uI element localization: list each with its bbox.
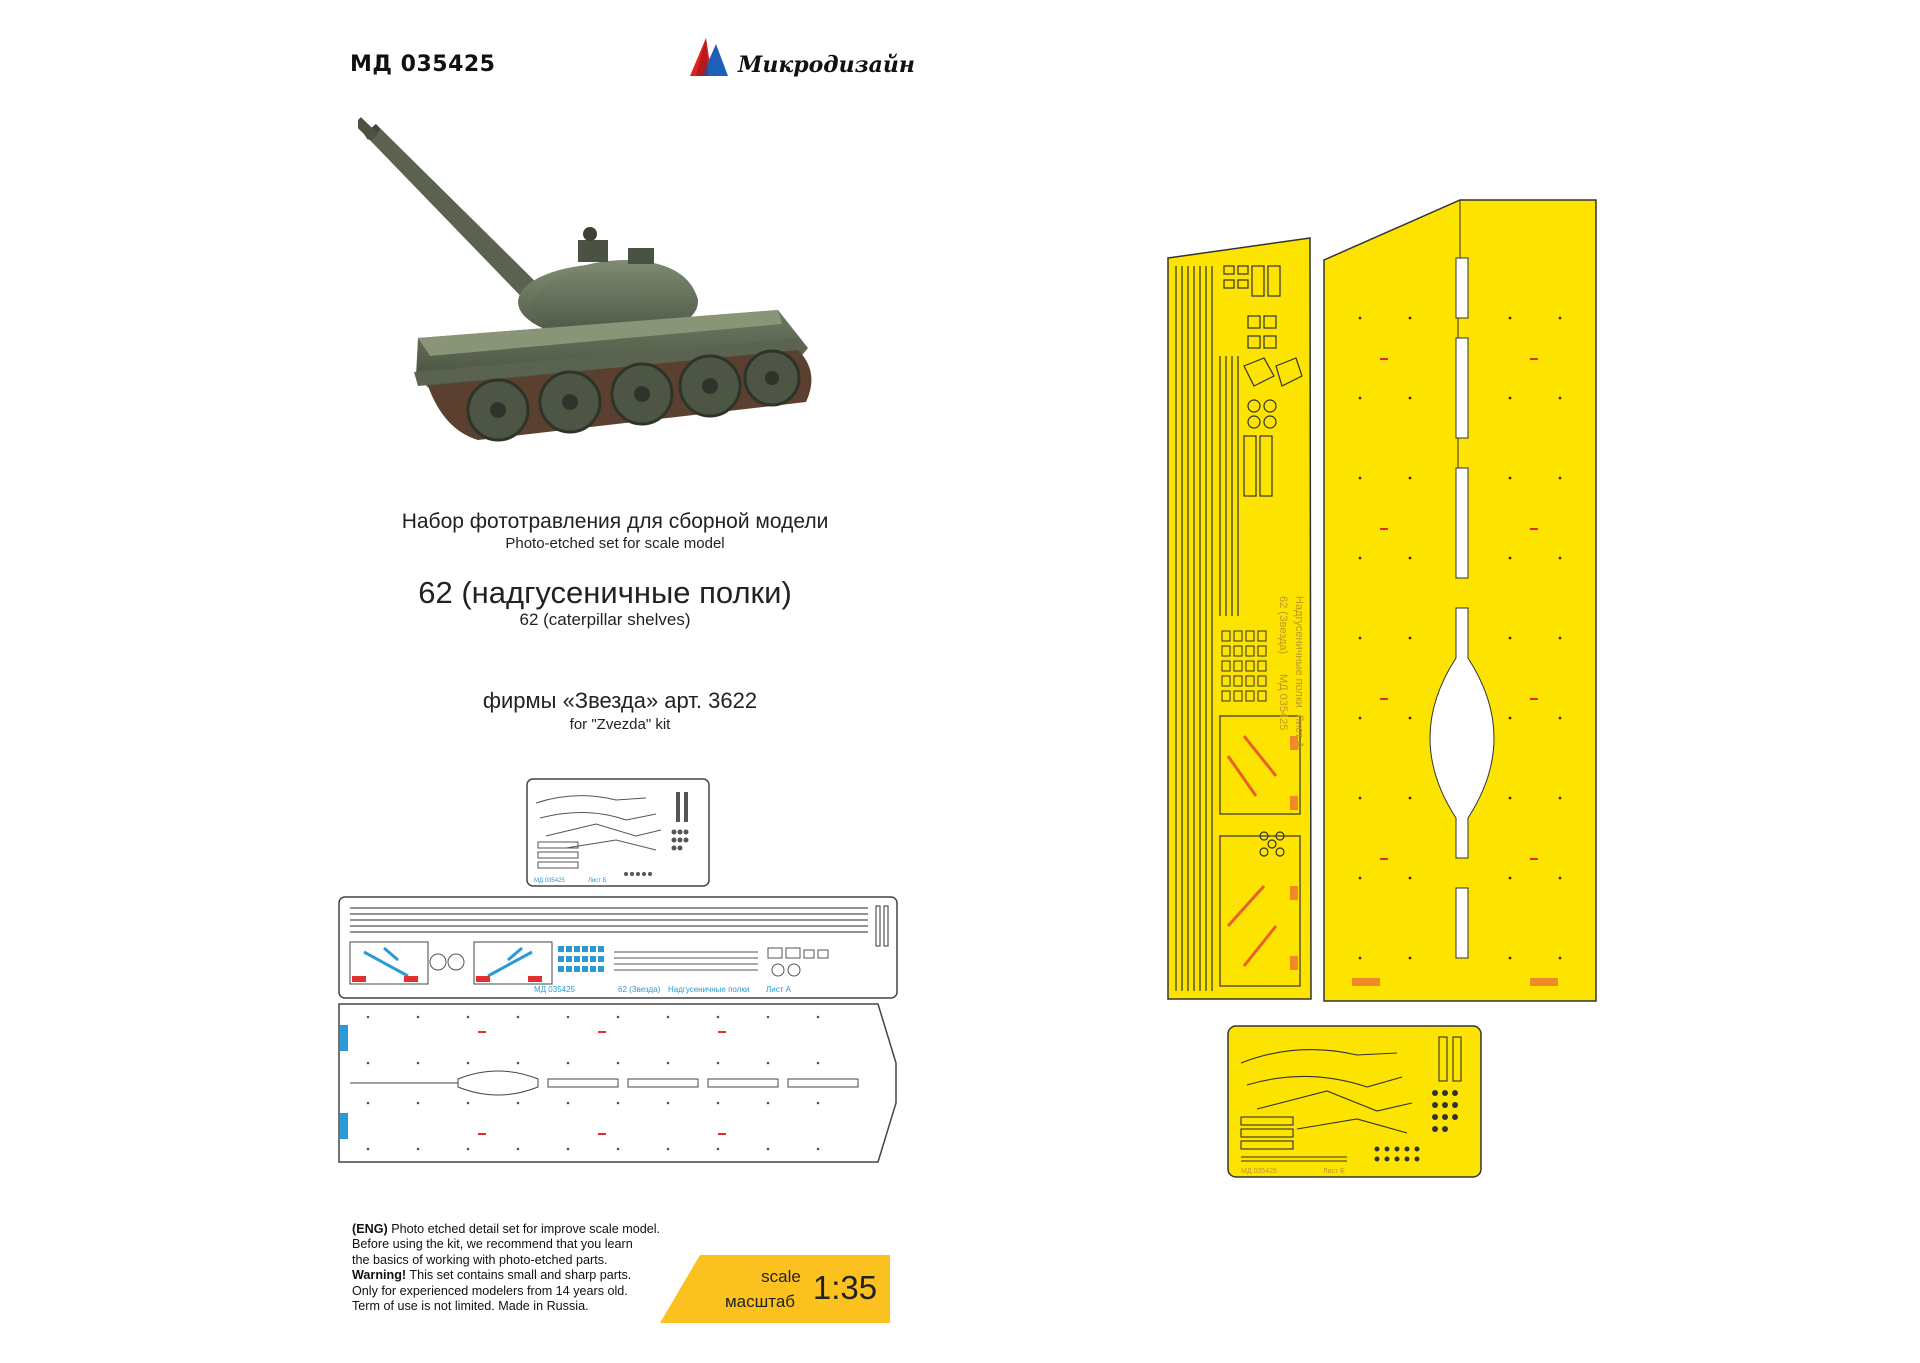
scale-label-en: scale [761, 1267, 801, 1286]
fret-a-kit: 62 (Звезда) [618, 985, 661, 994]
notes-line5: Only for experienced modelers from 14 years old. [352, 1283, 628, 1298]
notes-line3: the basics of working with photo-etched parts. [352, 1252, 608, 1267]
fret-a-vertical-code: МД 035425 [1277, 674, 1289, 731]
fret-b-diagram [526, 778, 710, 887]
fret-a-name: Надгусеничные полки [668, 985, 750, 994]
notes-line2: Before using the kit, we recommend that you learn [352, 1237, 633, 1252]
kit-ref-en: for "Zvezda" kit [569, 716, 671, 733]
yellow-fret-a [1164, 236, 1315, 1001]
product-code: МД 035425 [350, 52, 496, 77]
fret-b-sheet: Лист Б [588, 878, 607, 884]
set-title-en: Photo-etched set for scale model [505, 535, 725, 552]
yellow-fret-b [1227, 1025, 1482, 1178]
fret-b-code: МД 035425 [534, 878, 565, 884]
product-title-en: 62 (caterpillar shelves) [519, 610, 691, 629]
kit-ref-ru: фирмы «Звезда» арт. 3622 [482, 688, 758, 713]
notes-line6: Term of use is not limited. Made in Russia. [352, 1299, 589, 1314]
notes-line1: (ENG) Photo etched detail set for improve scale model. [352, 1222, 660, 1236]
fret-a-vertical-sheet: Лист А [1293, 714, 1305, 749]
fender-plate-diagram [338, 1003, 898, 1163]
set-title-ru: Набор фототравления для сборной модели [401, 510, 829, 533]
notes-line4: Warning! This set contains small and sharp parts. [352, 1268, 632, 1283]
scale-value: 1:35 [812, 1269, 878, 1306]
yellow-fret-b-code: МД 035425 [1241, 1168, 1277, 1175]
yellow-fret-fender [1320, 198, 1598, 1003]
scale-badge [660, 1255, 890, 1323]
fret-a-diagram [338, 896, 898, 999]
brand-logo [688, 38, 915, 78]
scale-label-ru: масштаб [724, 1292, 796, 1311]
usage-notes [352, 1222, 712, 1314]
fret-a-sheet: Лист А [766, 985, 791, 994]
yellow-fret-b-sheet: Лист Б [1323, 1168, 1345, 1175]
fret-a-code: МД 035425 [534, 985, 575, 994]
product-title-ru: 62 (надгусеничные полки) [418, 575, 792, 610]
brand-logo-icon [688, 34, 732, 78]
tank-photo [358, 110, 898, 450]
fret-a-vertical-kit: 62 (Звезда) [1277, 596, 1289, 655]
notes-eng-tag: (ENG) [352, 1222, 388, 1236]
brand-name: Микродизайн [738, 52, 915, 78]
notes-warning-tag: Warning! [352, 1268, 407, 1283]
fret-a-vertical-name: Надгусеничные полки [1293, 596, 1305, 708]
